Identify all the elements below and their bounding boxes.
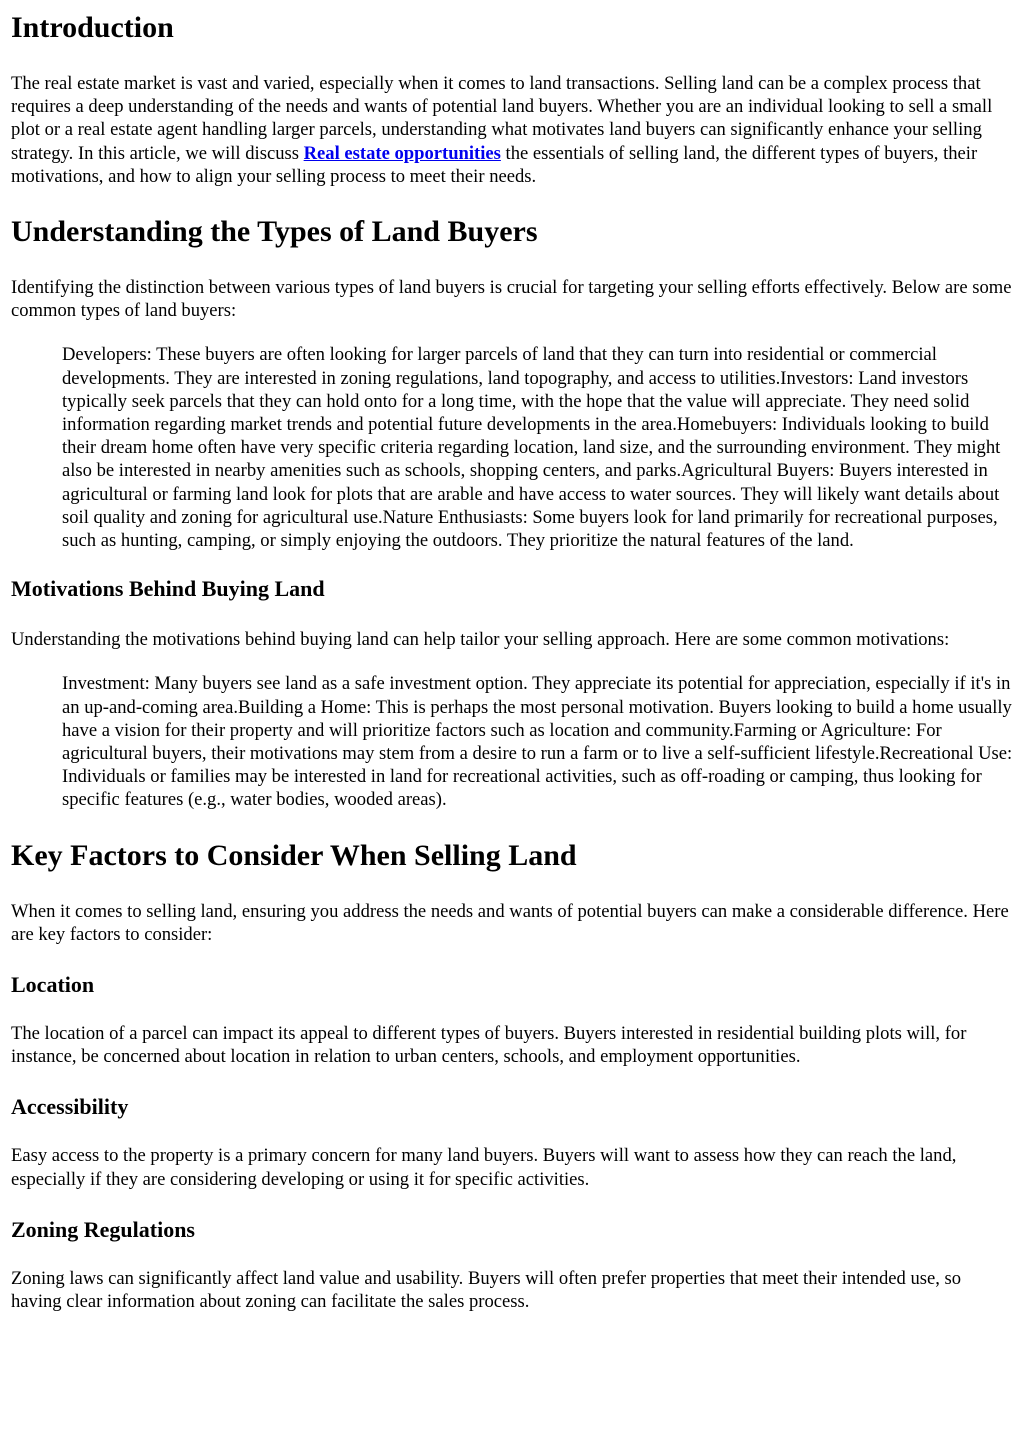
paragraph-zoning: Zoning laws can significantly affect land value and usability. Buyers will often prefer properties that meet their intended use, so having clear information about zoning can facilitate the sales process. xyxy=(11,1267,962,1313)
paragraph-motivations-intro: Understanding the motivations behind buying land can help tailor your selling approach. Here are some common motivations: xyxy=(11,629,950,651)
heading-accessibility: Accessibility xyxy=(11,1094,129,1120)
heading-zoning-regulations: Zoning Regulations xyxy=(11,1216,195,1242)
paragraph-location: The location of a parcel can impact its appeal to different types of buyers. Buyers interested in residential building plots will, for instance, be concerned about location in relation to urban centers, schools, and employment opportunities. xyxy=(11,1023,967,1068)
buyer-types-list: Developers: These buyers are often looking for larger parcels of land that they can turn into residential or commercial developments. They are interested in zoning regulations, land topography, and access to utilities.Investors: Land investors typically seek parcels that they can hold onto for a long time, with the hope that the value will appreciate. They need solid information regarding market trends and potential future developments in the area.Homebuyers: Individuals looking to build their dream home often have very specific criteria regarding location, land size, and the surrounding environment. They might also be interested in nearby amenities such as schools, shopping centers, and parks.Agricultural Buyers: Buyers interested in agricultural or farming land look for plots that are arable and have access to water sources. They will likely want details about soil quality and zoning for agricultural use.Nature Enthusiasts: Some buyers look for land primarily for recreational purposes, such as hunting, camping, or simply enjoying the outdoors. They prioritize the natural features of the land. xyxy=(62,344,1001,552)
real-estate-opportunities-link[interactable]: Real estate opportunities xyxy=(303,142,501,164)
paragraph-introduction xyxy=(11,72,1014,188)
heading-introduction: Introduction xyxy=(11,11,174,44)
heading-location: Location xyxy=(11,972,95,998)
heading-motivations: Motivations Behind Buying Land xyxy=(11,576,325,602)
paragraph-accessibility: Easy access to the property is a primary concern for many land buyers. Buyers will want to assess how they can reach the land, especially if they are considering developing or using it for specific activities. xyxy=(11,1145,957,1190)
motivations-list: Investment: Many buyers see land as a safe investment option. They appreciate its potential for appreciation, especially if it's in an up-and-coming area.Building a Home: This is perhaps the most personal motivation. Buyers looking to build a home usually have a vision for their property and will prioritize factors such as location and community.Farming or Agriculture: For agricultural buyers, their motivations may stem from a desire to run a farm or to live a self-sufficient lifestyle.Recreational Use: Individuals or families may be interested in land for recreational activities, such as off-roading or camping, thus looking for specific features (e.g., water bodies, wooded areas). xyxy=(62,673,1013,811)
heading-key-factors: Key Factors to Consider When Selling Land xyxy=(11,838,577,872)
intro-text-before-link: The real estate market is vast and varied, especially when it comes to land transactions. Selling land can be a complex process that requires a deep understanding of the needs and wants of potential land buyers. Whether you are an individual looking to sell a small plot or a real estate agent handling larger parcels, understanding what motivates land buyers can significantly enhance your selling strategy. In this article, we will discuss xyxy=(11,73,993,164)
paragraph-key-factors-intro: When it comes to selling land, ensuring you address the needs and wants of potential buyers can make a considerable difference. Here are key factors to consider: xyxy=(11,900,1009,945)
intro-text-after-link: the essentials of selling land, the different types of buyers, their motivations, and how to align your selling process to meet their needs. xyxy=(11,142,978,187)
heading-types-of-buyers: Understanding the Types of Land Buyers xyxy=(11,215,538,249)
paragraph-types-intro: Identifying the distinction between various types of land buyers is crucial for targeting your selling efforts effectively. Below are some common types of land buyers: xyxy=(11,277,1012,322)
